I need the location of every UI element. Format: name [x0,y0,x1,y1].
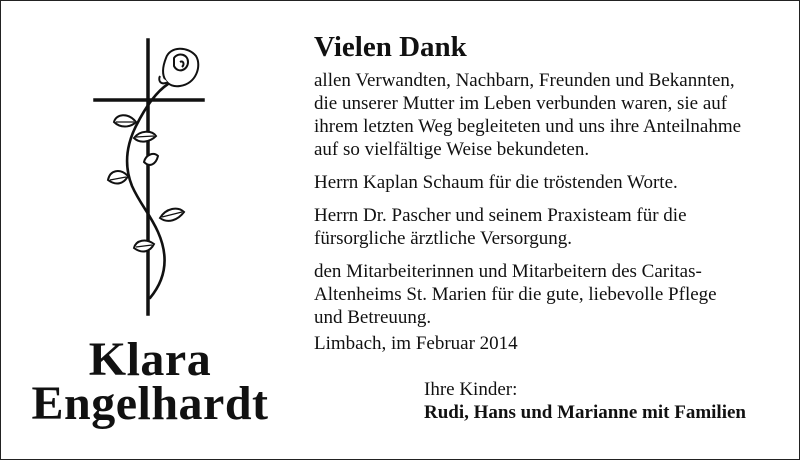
place-and-date: Limbach, im Februar 2014 [314,333,518,354]
notice-text [314,30,784,339]
thanks-paragraph-relatives [314,69,784,161]
text-line: den Mitarbeiterinnen und Mitarbeitern des Caritas- [314,261,702,282]
signoff [424,378,746,424]
text-line: fürsorgliche ärztliche Versorgung. [314,228,573,249]
thanks-paragraph-care-home [314,260,784,329]
thanks-paragraph-doctor [314,204,784,250]
text-line: die unserer Mutter im Leben verbunden waren, sie auf [314,93,728,114]
signoff-label: Ihre Kinder: [424,379,518,400]
text-line: ihrem letzten Weg begleiteten und uns ihre Anteilnahme [314,116,742,137]
text-line: Herrn Kaplan Schaum für die tröstenden Worte. [314,172,678,193]
thanks-paragraph-chaplain [314,171,784,194]
text-line: Altenheims St. Marien für die gute, liebevolle Pflege [314,284,717,305]
deceased-last-name: Engelhardt [31,377,269,430]
text-line: auf so vielfältige Weise bekundeten. [314,139,590,160]
text-line: und Betreuung. [314,307,432,328]
notice-heading: Vielen Dank [314,31,467,63]
text-line: allen Verwandten, Nachbarn, Freunden und Bekannten, [314,70,735,91]
signoff-names: Rudi, Hans und Marianne mit Familien [424,402,746,423]
deceased-first-name: Klara [88,333,212,386]
text-line: Herrn Dr. Pascher und seinem Praxisteam für die [314,205,687,226]
cross-with-rose-icon [88,36,218,316]
